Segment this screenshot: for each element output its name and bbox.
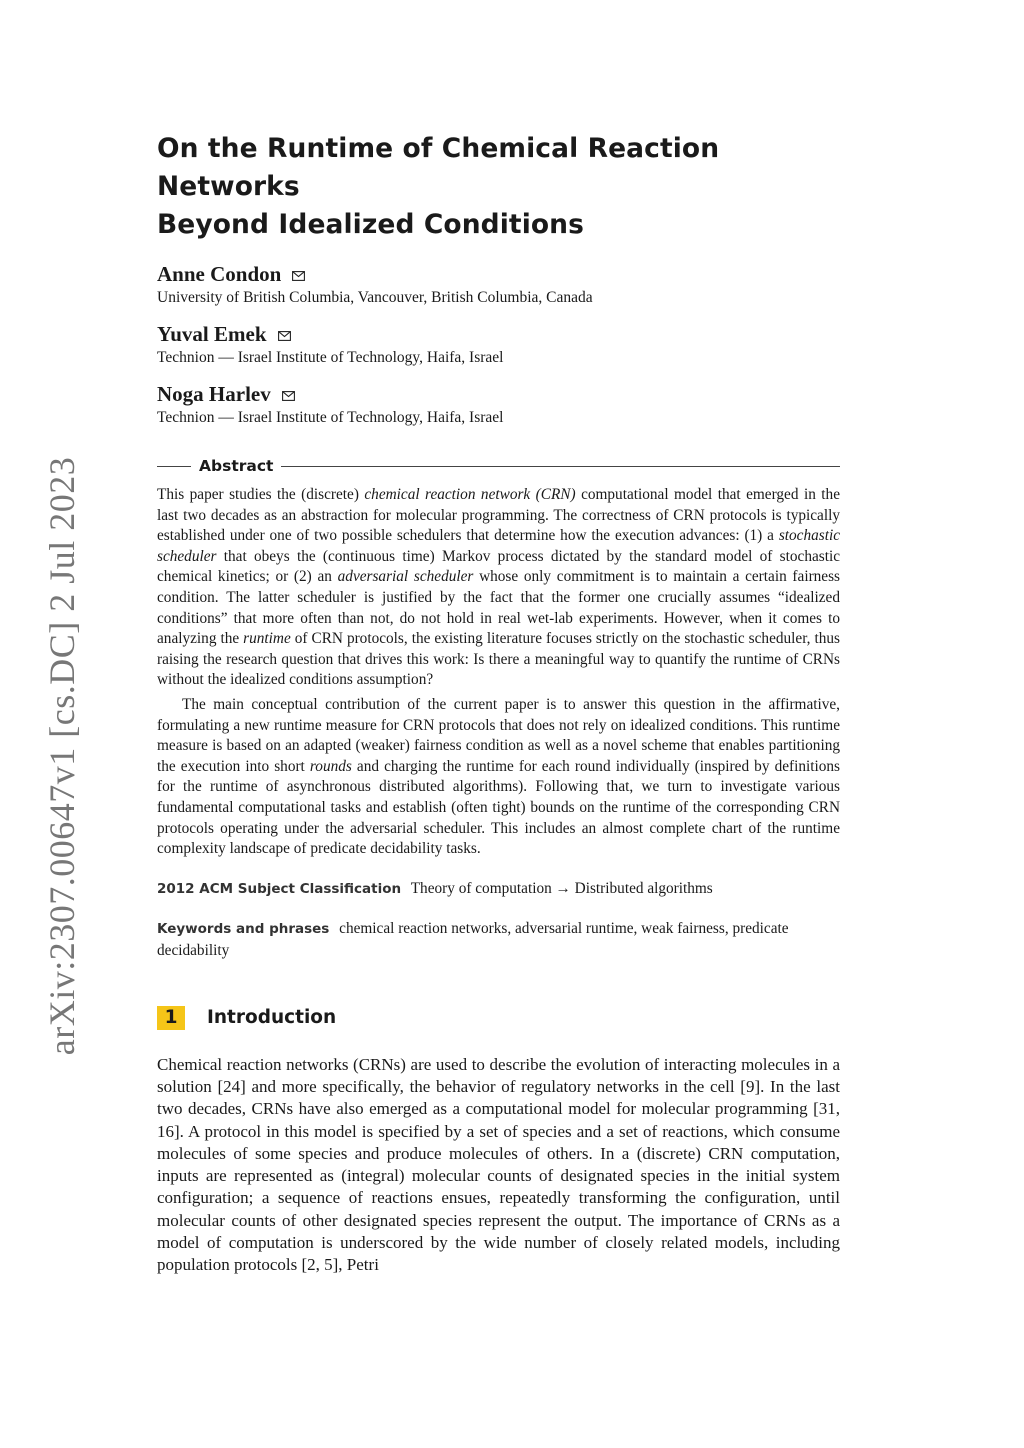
email-icon[interactable] (278, 331, 291, 341)
email-icon[interactable] (282, 391, 295, 401)
title-line-1: On the Runtime of Chemical Reaction Networks (157, 133, 720, 202)
section-number-badge: 1 (157, 1006, 185, 1030)
section-heading (157, 1006, 840, 1030)
divider (157, 466, 191, 467)
section-title: Introduction (207, 1007, 337, 1029)
author-affiliation: Technion — Israel Institute of Technology, Haifa, Israel (157, 349, 504, 366)
author-block (157, 382, 840, 429)
author-affiliation: Technion — Israel Institute of Technology, Haifa, Israel (157, 409, 504, 426)
keywords-label: Keywords and phrases (157, 920, 330, 937)
title-line-2: Beyond Idealized Conditions (157, 209, 585, 240)
paper-title (157, 130, 840, 244)
author-name: Yuval Emek (157, 322, 267, 346)
acm-classification (157, 878, 840, 900)
author-affiliation: University of British Columbia, Vancouver, British Columbia, Canada (157, 289, 593, 306)
arxiv-identifier: arXiv:2307.00647v1 [cs.DC] 2 Jul 2023 (42, 456, 82, 1056)
acm-label: 2012 ACM Subject Classification (157, 880, 402, 897)
keywords-value: chemical reaction networks, adversarial runtime, weak fairness, predicate decidability (157, 919, 789, 959)
abstract-heading-label: Abstract (199, 457, 274, 475)
abstract-body (157, 485, 840, 860)
acm-value: Theory of computation → Distributed algorithms (410, 879, 713, 897)
keywords (157, 918, 840, 962)
author-block (157, 322, 840, 369)
author-name: Noga Harlev (157, 382, 271, 406)
abstract-paragraph: The main conceptual contribution of the current paper is to answer this question in the affirmative, formulating a new runtime measure for CRN protocols that does not rely on idealized conditions. This runtime measure is based on an adapted (weaker) fairness condition as well as a novel scheme that enables partitioning the execution into short rounds and charging the runtime for each round individually (inspired by definitions for the runtime of asynchronous distributed algorithms). Following that, we turn to investigate various fundamental computational tasks and establish (often tight) bounds on the runtime of the corresponding CRN protocols operating under the adversarial scheduler. This includes an almost complete chart of the runtime complexity landscape of predicate decidability tasks. (157, 695, 840, 858)
email-icon[interactable] (292, 271, 305, 281)
author-block (157, 262, 840, 309)
intro-paragraph: Chemical reaction networks (CRNs) are used to describe the evolution of interacting molecules in a solution [24] and more specifically, the behavior of regulatory networks in the cell [9]. In the last two decades, CRNs have also emerged as a computational model for molecular programming [31, 16]. A protocol in this model is specified by a set of species and a set of reactions, which consume molecules of some species and produce molecules of others. In a (discrete) CRN computation, inputs are represented as (integral) molecular counts of designated species in the initial system configuration; a sequence of reactions ensues, repeatedly transforming the configuration, until molecular counts of other designated species represent the output. The importance of CRNs as a model of computation is underscored by the wide number of closely related models, including population protocols [2, 5], Petri (157, 1054, 840, 1275)
abstract-heading (157, 457, 840, 475)
abstract-paragraph: This paper studies the (discrete) chemical reaction network (CRN) computational model that emerged in the last two decades as an abstraction for molecular programming. The correctness of CRN protocols is typically established under one of two possible schedulers that determine how the execution advances: (1) a stochastic scheduler that obeys the (continuous time) Markov process dictated by the standard model of stochastic chemical kinetics; or (2) an adversarial scheduler whose only commitment is to maintain a certain fairness condition. The latter scheduler is justified by the fact that the former one crucially assumes “idealized conditions” that more often than not, do not hold in real wet-lab experiments. However, when it comes to analyzing the runtime of CRN protocols, the existing literature focuses strictly on the stochastic scheduler, thus raising the research question that drives this work: Is there a meaningful way to quantify the runtime of CRNs without the idealized conditions assumption? (157, 486, 841, 689)
author-name: Anne Condon (157, 262, 282, 286)
divider (281, 466, 840, 467)
paper-page (157, 130, 840, 1277)
